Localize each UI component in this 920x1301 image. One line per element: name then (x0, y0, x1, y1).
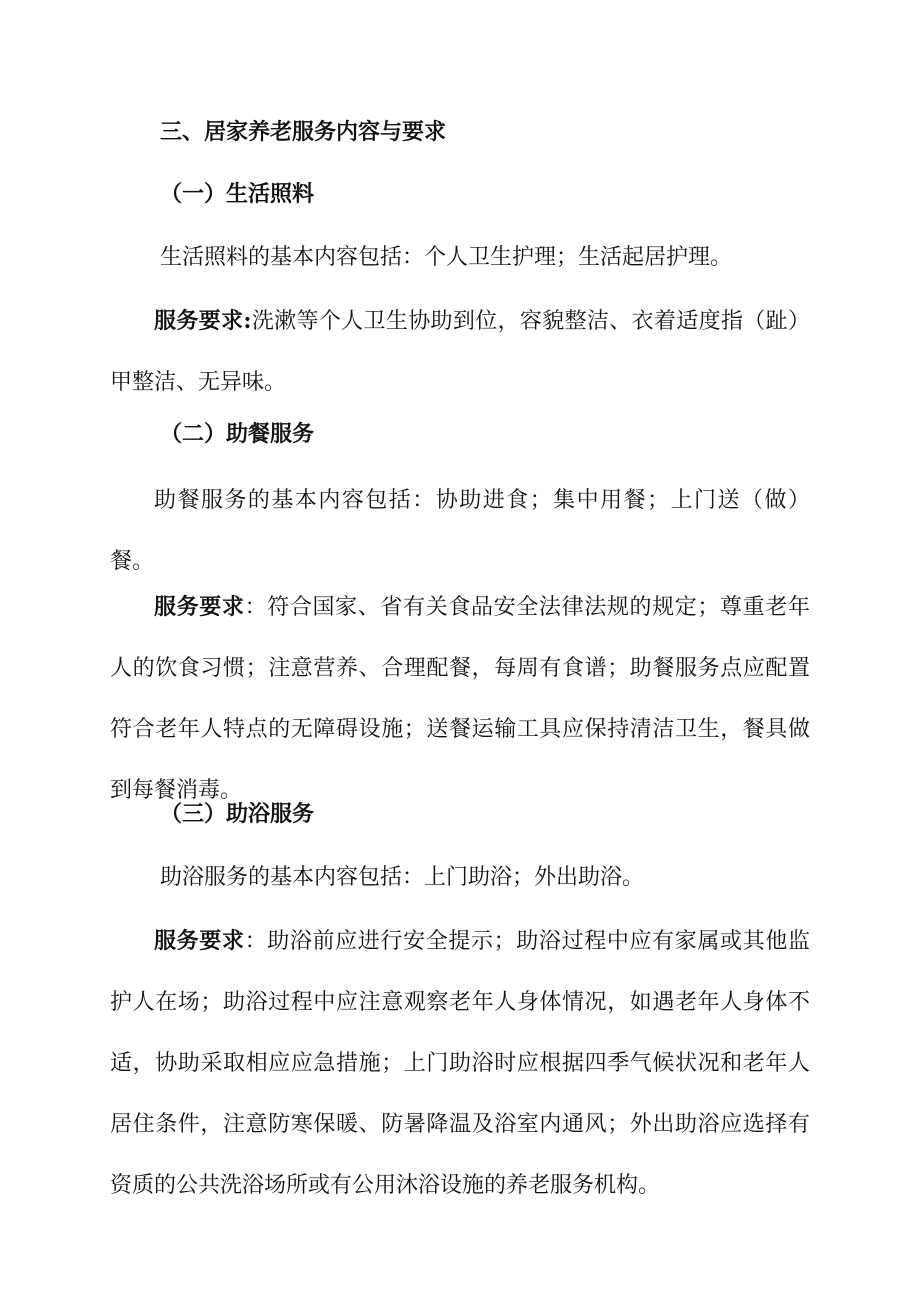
requirement-text-3: ：助浴前应进行安全提示；助浴过程中应有家属或其他监护人在场；助浴过程中应注意观察老年人身体情况，如遇老年人身体不适，协助采取相应应急措施；上门助浴时应根据四季气候状况和老年人居住条件，注意防寒保暖、防暑降温及浴室内通风；外出助浴应选择有资质的公共洗浴场所或有公用沐浴设施的养老服务机构。 (110, 929, 810, 1198)
requirement-label-1: 服务要求: (154, 308, 252, 334)
subsection-content-1: 生活照料的基本内容包括：个人卫生护理；生活起居护理。 (160, 245, 733, 270)
subsection-heading-1: （一）生活照料 (160, 181, 315, 207)
requirement-label-2: 服务要求 (154, 594, 245, 620)
subsection-content-2: 助餐服务的基本内容包括：协助进食；集中用餐；上门送（做）餐。 (110, 488, 810, 574)
requirement-paragraph-2 (110, 577, 810, 821)
subsection-heading-2: （二）助餐服务 (160, 421, 315, 447)
subsection-heading-3: （三）助浴服务 (160, 801, 315, 827)
requirement-paragraph-1 (110, 291, 810, 413)
subsection-content-3: 助浴服务的基本内容包括：上门助浴；外出助浴。 (160, 865, 645, 890)
section-title: 三、居家养老服务内容与要求 (160, 119, 447, 145)
requirement-text-1: 洗漱等个人卫生协助到位，容貌整洁、衣着适度指（趾）甲整洁、无异味。 (110, 309, 810, 395)
requirement-text-2: ：符合国家、省有关食品安全法律法规的规定；尊重老年人的饮食习惯；注意营养、合理配餐，每周有食谱；助餐服务点应配置符合老年人特点的无障碍设施；送餐运输工具应保持清洁卫生，餐具做到每餐消毒。 (110, 595, 810, 803)
requirement-paragraph-3 (110, 911, 810, 1216)
requirement-label-3: 服务要求 (154, 928, 245, 954)
